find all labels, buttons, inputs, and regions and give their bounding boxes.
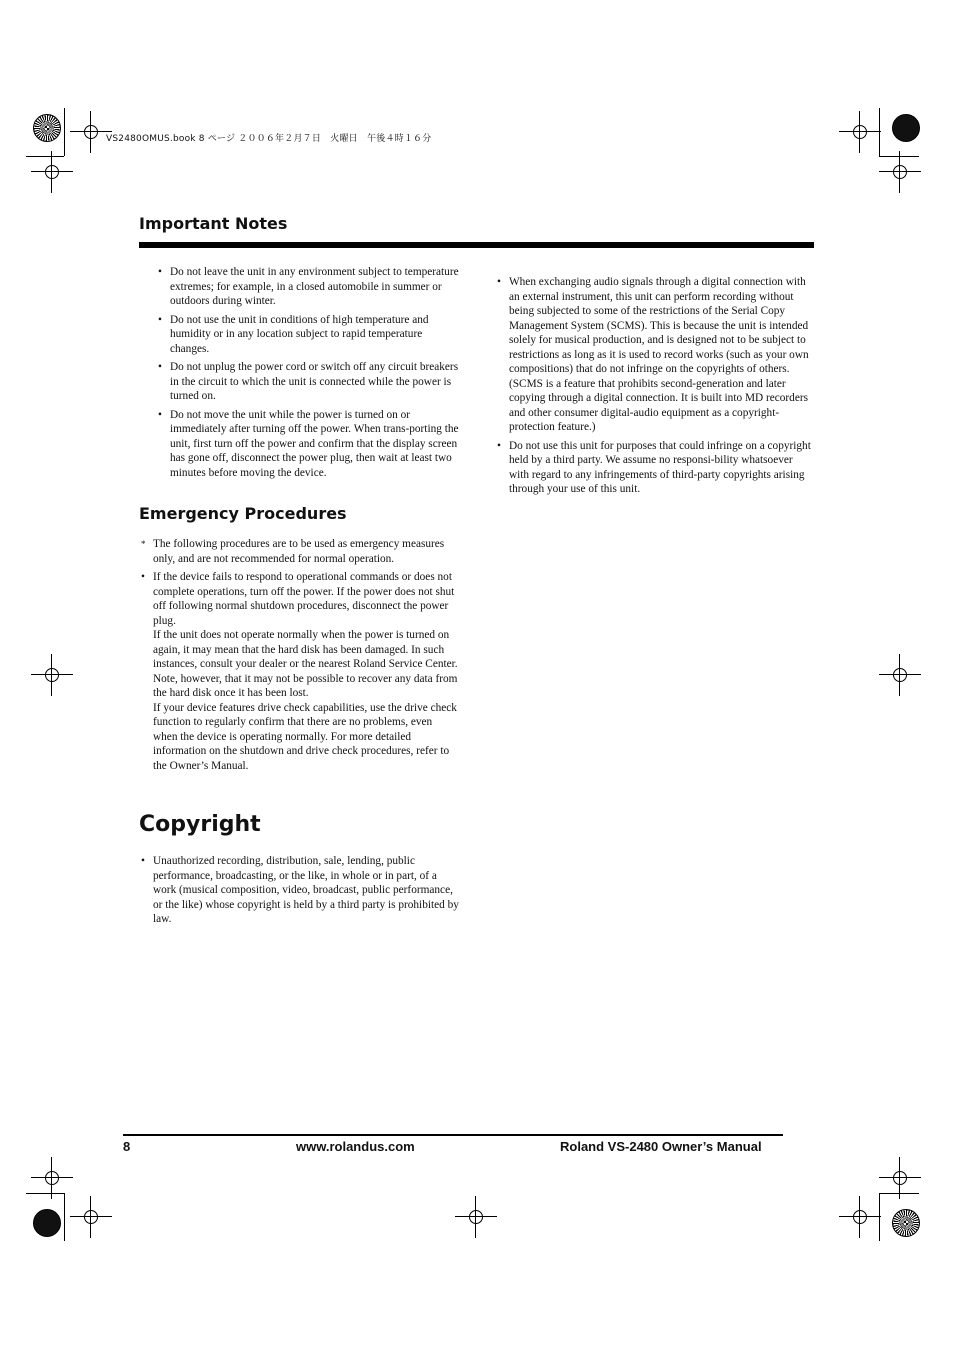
list-item: • When exchanging audio signals through a digital connection with an external instrument, this unit can perform recording without being subjected to some of the restrictions of the Serial Copy Management System (SCMS). This is because the unit is intended solely for musical production, and is designed not to be subject to restrictions as long as it is used to record works (such as your own compositions) that do not infringe on the copyrights of others. (SCMS is a feature that prohibits second-generation and later copying through a digital connection. It is built into MD recorders and other consumer digital-audio equipment as a copyright-protection feature.) bbox=[497, 276, 809, 433]
trim-mark bbox=[879, 156, 919, 157]
page-number: 8 bbox=[123, 1139, 131, 1154]
bullet-icon: • bbox=[158, 408, 162, 421]
bullet-icon: • bbox=[497, 439, 501, 452]
emergency-procedures-list bbox=[141, 537, 459, 777]
list-item: • Unauthorized recording, distribution, sale, lending, public performance, broadcasting, or the like, in whole or in part, of a work (musical composition, video, broadcast, public performance, or the like) whose copyright is held by a third party is prohibited by law. bbox=[141, 855, 459, 925]
trim-mark bbox=[879, 108, 880, 156]
print-slug: VS2480OMUS.book 8 ページ ２００６年２月７日 火曜日 午後４時１６分 bbox=[106, 134, 432, 144]
registration-crosshair-icon bbox=[893, 165, 907, 179]
registration-crosshair-icon bbox=[45, 1171, 59, 1185]
footer-manual-title: Roland VS-2480 Owner’s Manual bbox=[560, 1139, 762, 1154]
registration-crosshair-icon bbox=[84, 1210, 98, 1224]
registration-crosshair-icon bbox=[893, 668, 907, 682]
registration-starburst-top-left bbox=[33, 114, 61, 142]
section-title-copyright: Copyright bbox=[139, 812, 261, 837]
trim-mark bbox=[64, 1193, 65, 1241]
list-item: • Do not use the unit in conditions of high temperature and humidity or in any location subject to rapid temperature changes. bbox=[158, 313, 429, 355]
trim-mark bbox=[26, 1193, 64, 1194]
trim-mark bbox=[26, 156, 64, 157]
asterisk-marker: * bbox=[141, 539, 146, 549]
trim-mark bbox=[879, 1193, 880, 1241]
bullet-icon: • bbox=[158, 266, 162, 278]
heading-rule bbox=[139, 242, 814, 248]
copyright-list bbox=[141, 854, 459, 931]
registration-disk-bottom-left bbox=[33, 1209, 61, 1237]
important-notes-list bbox=[158, 265, 460, 484]
registration-crosshair-icon bbox=[469, 1210, 483, 1224]
list-item-note: * The following procedures are to be used as emergency measures only, and are not recommended for normal operation. bbox=[141, 538, 445, 565]
list-item: • Do not use this unit for purposes that could infringe on a copyright held by a third party. We assume no responsi-bility whatsoever with regard to any infringements of third-party copyrights arising through your use of this unit. bbox=[497, 439, 811, 495]
list-item: • If the device fails to respond to operational commands or does not complete operations, turn off the power. If the power does not shut off following normal shutdown procedures, disconnect the power plug. If the unit does not operate normally when the power is turned on again, it may mean that the hard disk has been damaged. In such instances, consult your dealer or the nearest Roland Service Center. Note, however, that it may not be possible to recover any data from the hard disk once it has been lost. If your device features drive check capabilities, use the drive check function to regularly confirm that there are no problems, even when the device is operating normally. For more detailed information on the shutdown and drive check procedures, refer to the Owner’s Manual. bbox=[141, 571, 458, 772]
registration-crosshair-icon bbox=[853, 1210, 867, 1224]
right-column-list bbox=[497, 275, 814, 501]
registration-crosshair-icon bbox=[853, 125, 867, 139]
registration-crosshair-icon bbox=[45, 165, 59, 179]
list-item: • Do not leave the unit in any environment subject to temperature extremes; for example, in a closed automobile in summer or outdoors during winter. bbox=[158, 266, 459, 307]
list-item: • Do not move the unit while the power is turned on or immediately after turning off the power. When trans-porting the unit, first turn off the power and confirm that the display screen has gone off, disconnect the power plug, then wait at least two minutes before moving the device. bbox=[158, 408, 459, 479]
registration-starburst-bottom-right bbox=[892, 1209, 920, 1237]
registration-crosshair-icon bbox=[45, 668, 59, 682]
list-item: • Do not unplug the power cord or switch off any circuit breakers in the circuit to which the unit is connected while the power is turned on. bbox=[158, 361, 459, 402]
footer-url-link[interactable]: www.rolandus.com bbox=[296, 1139, 415, 1154]
bullet-icon: • bbox=[158, 361, 162, 373]
bullet-icon: • bbox=[158, 313, 162, 326]
trim-mark bbox=[879, 1193, 919, 1194]
registration-crosshair-icon bbox=[84, 125, 98, 139]
footer-rule bbox=[123, 1134, 783, 1136]
bullet-icon: • bbox=[497, 276, 501, 288]
trim-mark bbox=[64, 108, 65, 156]
bullet-icon: • bbox=[141, 855, 145, 867]
section-title-emergency-procedures: Emergency Procedures bbox=[139, 504, 347, 523]
bullet-icon: • bbox=[141, 571, 145, 583]
section-title-important-notes: Important Notes bbox=[139, 214, 288, 233]
registration-disk-top-right bbox=[892, 114, 920, 142]
registration-crosshair-icon bbox=[893, 1171, 907, 1185]
